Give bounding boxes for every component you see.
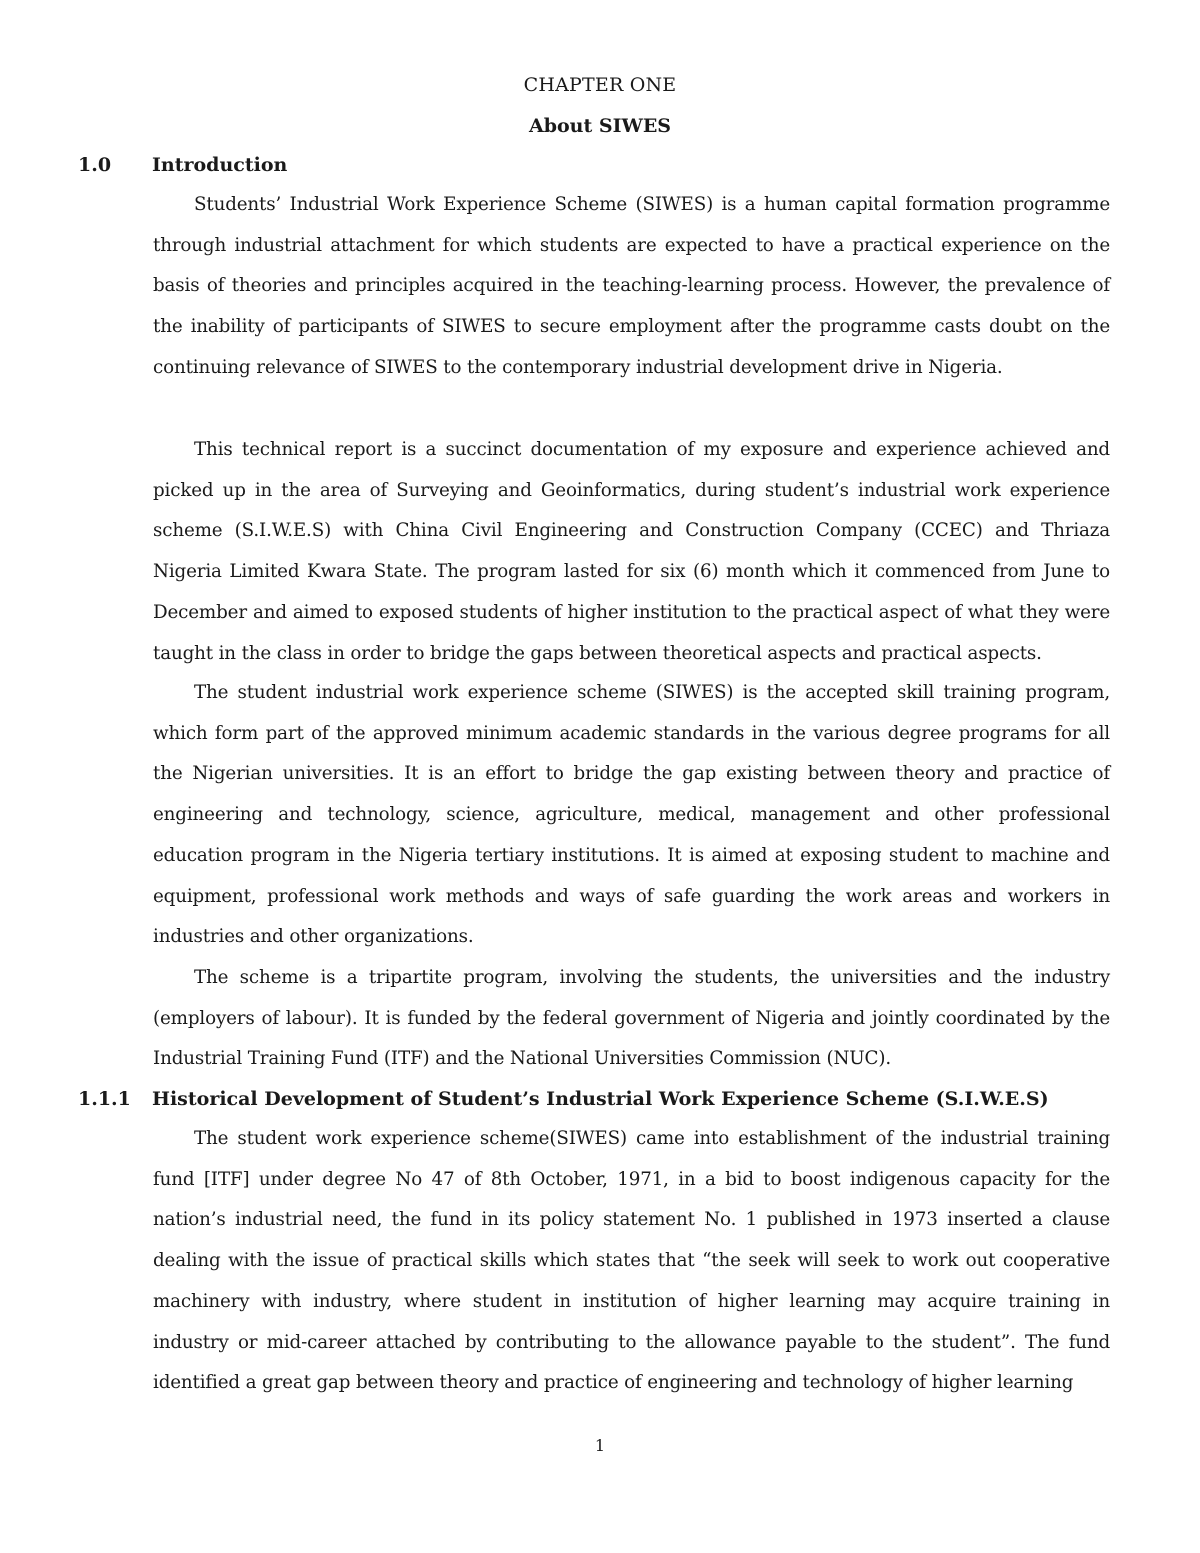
paragraph-technical-report: This technical report is a succinct documentation of my exposure and experience achieved and picked up in the area of Surveying and Geoinformatics, during student’s industrial work experience scheme (S.I.W.E.S) with China Civil Engineering and Construction Company (CCEC) and Thriaza Nigeria Limited Kwara State. The program lasted for six (6) month which it commenced from June to December and aimed to exposed students of higher institution to the practical aspect of what they were taught in the class in order to bridge the gaps between theoretical aspects and practical aspects. [153,439,1110,664]
paragraph-history: The student work experience scheme(SIWES) came into establishment of the industrial training fund [ITF] under degree No 47 of 8th October, 1971, in a bid to boost indigenous capacity for the nation’s industrial need, the fund in its policy statement No. 1 published in 1973 inserted a clause dealing with the issue of practical skills which states that “the seek will seek to work out cooperative machinery with industry, where student in institution of higher learning may acquire training in industry or mid-career attached by contributing to the allowance payable to the student”. The fund identified a great gap between theory and practice of engineering and technology of higher learning [153,1128,1110,1394]
paragraph-tripartite: The scheme is a tripartite program, involving the students, the universities and the industry (employers of labour). It is funded by the federal government of Nigeria and jointly coordinated by the Industrial Training Fund (ITF) and the National Universities Commission (NUC). [153,967,1110,1070]
section-heading-introduction [78,153,1118,177]
paragraph-skill-training: The student industrial work experience scheme (SIWES) is the accepted skill training program, which form part of the approved minimum academic standards in the various degree programs for all the Nigerian universities. It is an effort to bridge the gap existing between theory and practice of engineering and technology, science, agriculture, medical, management and other professional education program in the Nigeria tertiary institutions. It is aimed at exposing student to machine and equipment, professional work methods and ways of safe guarding the work areas and workers in industries and other organizations. [153,682,1110,948]
chapter-subtitle: About SIWES [528,115,672,137]
page-number: 1 [594,1436,606,1455]
section-title: Historical Development of Student’s Industrial Work Experience Scheme (S.I.W.E.S) [152,1088,1049,1110]
section-number: 1.0 [78,154,112,176]
paragraph-siwes-definition: Students’ Industrial Work Experience Scheme (SIWES) is a human capital formation programme through industrial attachment for which students are expected to have a practical experience on the basis of theories and principles acquired in the teaching-learning process. However, the prevalence of the inability of participants of SIWES to secure employment after the programme casts doubt on the continuing relevance of SIWES to the contemporary industrial development drive in Nigeria. [153,194,1110,378]
chapter-title: CHAPTER ONE [523,74,677,96]
section-title: Introduction [152,154,288,176]
section-number: 1.1.1 [78,1088,131,1110]
section-heading-historical-development [78,1087,1118,1111]
